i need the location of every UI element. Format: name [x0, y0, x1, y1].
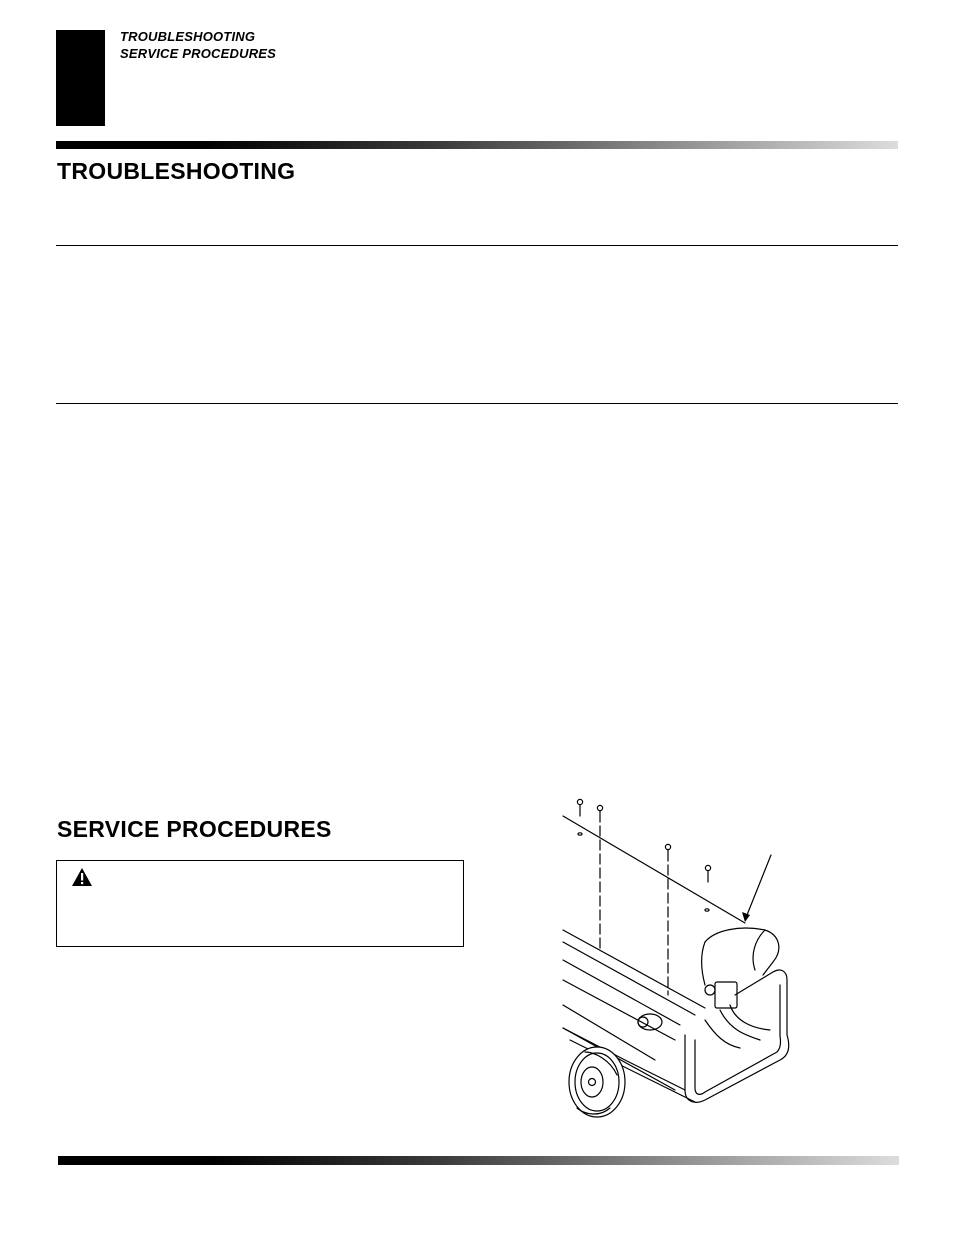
- header-gradient-rule: [56, 141, 898, 149]
- running-header: [120, 28, 276, 62]
- troubleshooting-heading: TROUBLESHOOTING: [57, 158, 296, 184]
- divider-line: [56, 245, 898, 246]
- heater-upper-shell-screws-illustration: [555, 790, 815, 1125]
- header-line-troubleshooting: TROUBLESHOOTING: [120, 29, 256, 44]
- screw-icon: [665, 844, 670, 995]
- service-procedures-heading: SERVICE PROCEDURES: [57, 816, 332, 842]
- screw-icon: [577, 799, 582, 835]
- warning-box: [56, 860, 464, 947]
- footer-gradient-rule: [58, 1156, 899, 1165]
- screw-icon: [705, 865, 711, 911]
- screw-icon: [597, 805, 602, 950]
- section-tab-block: [56, 30, 105, 126]
- header-line-service-procedures: SERVICE PROCEDURES: [120, 46, 277, 61]
- warning-triangle-icon: [71, 867, 93, 887]
- divider-line: [56, 403, 898, 404]
